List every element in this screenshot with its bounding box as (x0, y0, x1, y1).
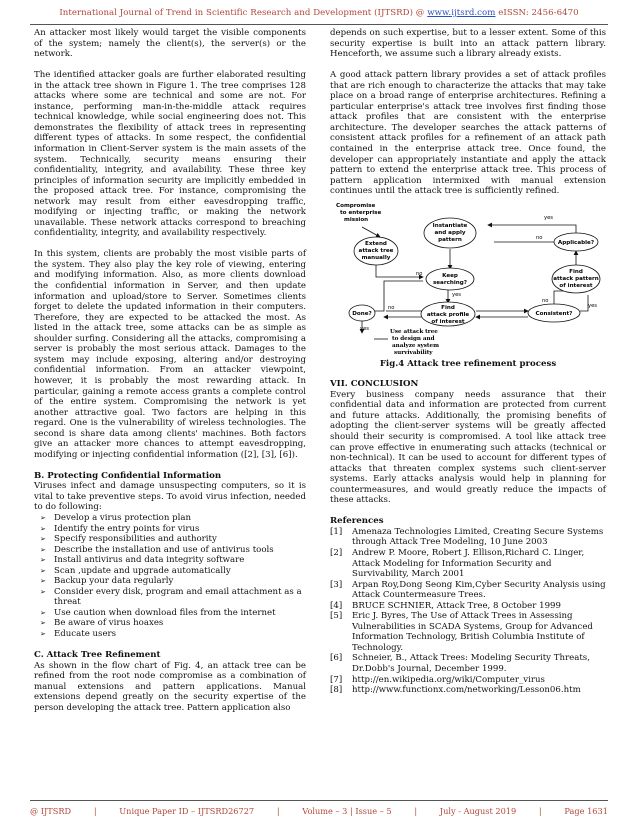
arrow-bullet-icon: ➢ (40, 630, 46, 639)
footer-page: Page 1631 (564, 806, 608, 816)
arrow-bullet-icon: ➢ (40, 619, 46, 628)
arrow-bullet-icon: ➢ (40, 577, 46, 586)
start-node (336, 203, 381, 223)
right-column (330, 28, 606, 696)
find-pattern-node (552, 265, 600, 293)
start-label-line: to enterprise (340, 209, 382, 216)
arrow-bullet-icon: ➢ (40, 514, 46, 523)
paragraph: depends on such expertise, but to a lesser extent. Some of this security expertise is built into an attack pattern library. Henceforth, we assume such a library already exists. (330, 28, 606, 60)
list-item: ➢ Describe the installation and use of antivirus tools (40, 544, 274, 555)
edge-label-no: no (416, 270, 423, 277)
svg-text:Find: Find (569, 268, 583, 275)
list-item: ➢ Install antivirus and data integrity software (40, 555, 245, 566)
footer-sep: | (93, 806, 97, 816)
svg-text:Applicable?: Applicable? (557, 239, 595, 246)
header-divider (30, 24, 608, 25)
svg-text:and apply: and apply (434, 229, 466, 236)
arrow-bullet-icon: ➢ (40, 556, 46, 565)
footer-sep: | (276, 806, 280, 816)
list-item: ➢ Identify the entry points for virus (40, 523, 200, 534)
svg-text:attack profile: attack profile (426, 311, 470, 318)
section-heading-b: B. Protecting Confidential Information (34, 470, 222, 481)
arrow-bullet-icon: ➢ (40, 608, 46, 617)
footer-date: July - August 2019 (439, 806, 517, 816)
left-column (34, 28, 306, 724)
footer-sep: | (538, 806, 542, 816)
list-item: ➢ Scan ,update and upgrade automatically (40, 565, 231, 576)
list-item: ➢ Develop a virus protection plan (40, 513, 192, 524)
extend-node (354, 237, 398, 265)
instantiate-node (424, 218, 476, 248)
svg-text:survivability: survivability (394, 349, 433, 356)
svg-text:Extend: Extend (365, 240, 387, 247)
edge-label-yes: yes (544, 214, 553, 221)
svg-text:attack tree: attack tree (358, 247, 394, 254)
journal-link[interactable]: www.ijtsrd.com (427, 8, 496, 18)
start-label-line: mission (344, 216, 369, 223)
svg-text:Use attack tree: Use attack tree (390, 328, 438, 335)
attack-tree-flowchart (330, 199, 606, 357)
reference-item: [5] Eric J. Byres, The Use of Attack Trees in Assessing Vulnerabilities in SCADA Systems, Group for Advanced Information Technology, British Columbia Institute of Technology. (330, 611, 593, 653)
svg-text:manually: manually (361, 254, 391, 261)
keep-searching-node (426, 268, 474, 290)
reference-list (330, 527, 606, 696)
applicable-node (554, 233, 598, 251)
svg-text:Consistent?: Consistent? (535, 310, 573, 317)
paragraph: As shown in the flow chart of Fig. 4, an attack tree can be refined from the root node compromise as a combination of manual extensions and pattern applications. Manual extensions depend greatly on the security expertise of the person developing the attack tree. Pattern application also (34, 660, 306, 713)
edge-label-yes: yes (360, 325, 369, 332)
arrow-bullet-icon: ➢ (40, 566, 46, 575)
start-label-line: Compromise (336, 202, 376, 209)
svg-text:to design and: to design and (392, 335, 435, 342)
edge-label-no: no (388, 304, 395, 311)
svg-text:Instantiate: Instantiate (432, 222, 468, 229)
reference-item: [1] Amenaza Technologies Limited, Creating Secure Systems through Attack Tree Modeling, 10 June 2003 (330, 526, 604, 548)
figure-caption: Fig.4 Attack tree refinement process (379, 358, 557, 369)
paragraph: In this system, clients are probably the most visible parts of the system. They also play the key role of viewing, entering and modifying information. Also, as more clients download the confidential information in Server, and then update information and upload/store to Server. Sometimes clients forget to delete the updated information in their computers. Therefore, they are expected to be attacked the most. As listed in the attack tree, some attacks can be as simple as shoulder surfing. Considering all the attacks, compromising a server is probably the most serious attack. Damages to the system may include exposing, altering and/or destroying confidential information. From an attacker viewpoint, however, it is probably the most rewarding attack. In particular, gaining a remote access grants a complete control of the entire system. Compromising the network is yet another attractive goal. Two factors are helping in this regard. One is the vulnerability of wireless technologies. The second is share data among clients' machines. Both factors give an attacker more chances to attempt eavesdropping, modifying or injecting confidential information ([2], [3], [6]). (34, 249, 306, 460)
edge-label-no: no (542, 297, 549, 304)
section-heading-vii: VII. CONCLUSION (330, 379, 419, 390)
svg-text:Find: Find (441, 304, 455, 311)
consistent-node (528, 304, 580, 322)
arrow-bullet-icon: ➢ (40, 587, 46, 596)
list-item: ➢ Backup your data regularly (40, 576, 174, 587)
footer-divider (30, 800, 608, 801)
find-profile-node (421, 302, 475, 326)
list-item: ➢ Consider every disk, program and email attachment as a threat (40, 586, 302, 608)
arrow-bullet-icon: ➢ (40, 535, 46, 544)
done-node (349, 305, 375, 321)
footer-sep: | (414, 806, 418, 816)
paragraph: A good attack pattern library provides a set of attack profiles that are rich enough to characterize the attacks that may take place on a broad range of enterprise architectures. Refining a particular enterprise's attack tree involves first finding those attack profiles that are consistent with the enterprise architecture. The developer searches the attack patterns of consistent attack profiles for a refinement of an attack path contained in the enterprise attack tree. Once found, the developer can appropriately instantiate and apply the attack pattern to extend the enterprise attack tree. This process of pattern application intermixed with manual extension continues until the attack tree is sufficiently refined. (330, 70, 606, 197)
svg-text:searching?: searching? (432, 279, 468, 286)
edge-label-yes: yes (452, 291, 461, 298)
header-text: International Journal of Trend in Scientific Research and Development (IJTSRD) @ (59, 8, 428, 18)
end-node (390, 329, 439, 356)
paragraph: An attacker most likely would target the visible components of the system; namely the client(s), the server(s) or the network. (34, 28, 306, 60)
edge-label-yes: yes (588, 302, 597, 309)
svg-text:of interest: of interest (559, 282, 593, 289)
svg-text:Keep: Keep (442, 272, 458, 279)
svg-text:analyze system: analyze system (392, 342, 439, 349)
svg-text:pattern: pattern (438, 236, 462, 243)
footer-paper-id: Unique Paper ID – IJTSRD26727 (119, 806, 255, 816)
reference-item: [3] Arpan Roy,Dong Seong Kim,Cyber Security Analysis using Attack Countermeasure Trees. (330, 579, 606, 601)
list-item: ➢ Specify responsibilities and authority (40, 534, 217, 545)
list-item: ➢ Use caution when download files from the internet (40, 607, 276, 618)
list-item: ➢ Be aware of virus hoaxes (40, 618, 164, 629)
footer-volume: Volume – 3 | Issue – 5 (302, 806, 392, 816)
references-heading: References (330, 516, 384, 527)
header-issn: eISSN: 2456-6470 (495, 8, 579, 18)
reference-item[interactable]: [8] http://www.functionx.com/networking/Lesson06.htm (330, 685, 581, 696)
svg-text:of interest: of interest (431, 318, 465, 325)
paragraph: The identified attacker goals are further elaborated resulting in the attack tree shown in Figure 1. The tree comprises 128 attacks where some are technical and some are not. For instance, performing man-in-the-middle attack requires technical knowledge, while social engineering does not. This demonstrates the flexibility of attack trees in representing different types of attacks. In some respect, the confidential information in Client-Server system is the main assets of the system. Technically, security means ensuring their confidentiality, integrity, and availability. These three key principles of information security are implicitly embedded in the proposed attack tree. For instance, compromising the network may result from either eavesdropping traffic, modifying or injecting traffic, or making the network unavailable. These network attacks correspond to breaching confidentiality, integrity, and availability respectively. (34, 70, 306, 239)
paragraph: Viruses infect and damage unsuspecting computers, so it is vital to take preventive steps. To avoid virus infection, needed to do following: (34, 481, 306, 513)
svg-text:Done?: Done? (352, 310, 372, 317)
reference-item: [2] Andrew P. Moore, Robert J. Ellison,Richard C. Linger, Attack Modeling for Information Security and Survivability, March 2001 (330, 547, 585, 580)
prevention-list (34, 513, 306, 640)
footer-journal: @ IJTSRD (30, 806, 72, 816)
list-item: ➢ Educate users (40, 629, 117, 640)
section-heading-c: C. Attack Tree Refinement (34, 650, 161, 661)
arrow-bullet-icon: ➢ (40, 524, 46, 533)
reference-item: [4] BRUCE SCHNIER, Attack Tree, 8 October 1999 (330, 600, 561, 611)
journal-header (0, 8, 638, 18)
flowchart-svg (330, 199, 606, 357)
reference-item: [6] Schneier, B., Attack Trees: Modeling Security Threats, Dr.Dobb's Journal, December 1999. (330, 653, 590, 674)
arrow-bullet-icon: ➢ (40, 545, 46, 554)
svg-text:attack pattern: attack pattern (553, 275, 599, 282)
reference-item[interactable]: [7] http://en.wikipedia.org/wiki/Computer_virus (330, 674, 545, 685)
paragraph: Every business company needs assurance that their confidential data and information are protected from current and future attacks. Additionally, the promising benefits of adopting the client-server systems will be greatly affected should their security is compromised. A tool like attack tree can prove effective in enumerating such attacks (technical or non-technical). It can be used to account for different types of attacks that threaten complex systems such client-server systems. Early attacks analysis would help in planning for countermeasures, and would greatly reduce the impacts of these attacks. (330, 389, 606, 506)
page-footer (30, 804, 608, 818)
edge-label-no: no (536, 234, 543, 241)
